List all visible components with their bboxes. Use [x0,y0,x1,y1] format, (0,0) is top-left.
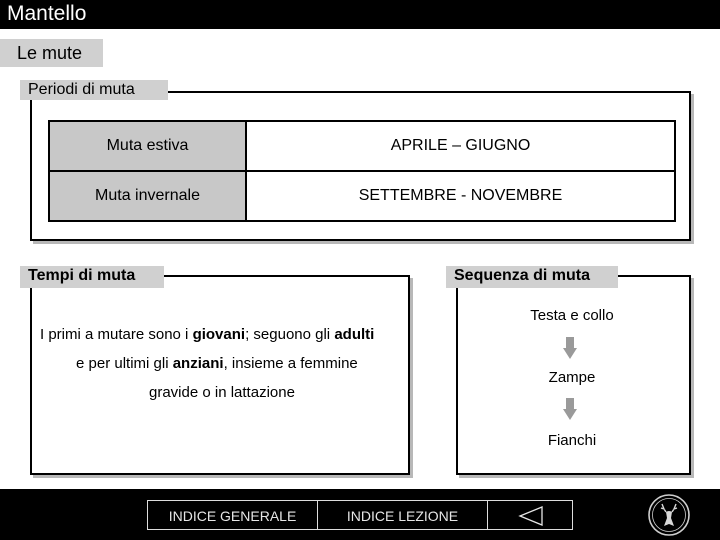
section-title: Le mute [17,43,83,63]
periodi-label: Periodi di muta [20,80,168,100]
back-triangle-icon [518,506,544,526]
text-span: I primi a mutare sono i [40,326,193,343]
down-arrow-icon [563,398,577,420]
period-name-cell: Muta invernale [49,171,246,221]
indice-generale-button[interactable]: INDICE GENERALE [147,500,318,530]
back-button[interactable] [487,500,573,530]
text-span: ; seguono gli [245,326,335,343]
period-range-cell: APRILE – GIUGNO [246,121,675,171]
indice-lezione-button[interactable]: INDICE LEZIONE [317,500,488,530]
text-span: , insieme a femmine [223,355,358,372]
period-range-cell: SETTEMBRE - NOVEMBRE [246,171,675,221]
table-row [49,121,675,171]
text-span: e per ultimi gli [76,355,173,372]
sequence-step-fianchi: Fianchi [547,432,597,449]
tempi-panel [30,275,410,475]
tempi-text-line-3: gravide o in lattazione [149,384,295,401]
tempi-text-line-1 [40,326,374,343]
emphasis-adulti: adulti [334,326,375,343]
section-tab [0,39,103,67]
title-bar [0,0,720,29]
tempi-label: Tempi di muta [20,266,164,288]
sequence-step-zampe: Zampe [548,369,596,386]
periods-table [48,120,676,222]
sequenza-label: Sequenza di muta [446,266,618,288]
table-row [49,171,675,221]
down-arrow-icon [563,337,577,359]
sequence-step-testa: Testa e collo [530,307,614,324]
page-title: Mantello [7,2,87,25]
emphasis-anziani: anziani [172,355,224,372]
period-name-cell: Muta estiva [49,121,246,171]
tempi-text-line-2 [76,355,358,372]
emphasis-giovani: giovani [192,326,246,343]
deer-logo-icon[interactable] [648,494,690,536]
